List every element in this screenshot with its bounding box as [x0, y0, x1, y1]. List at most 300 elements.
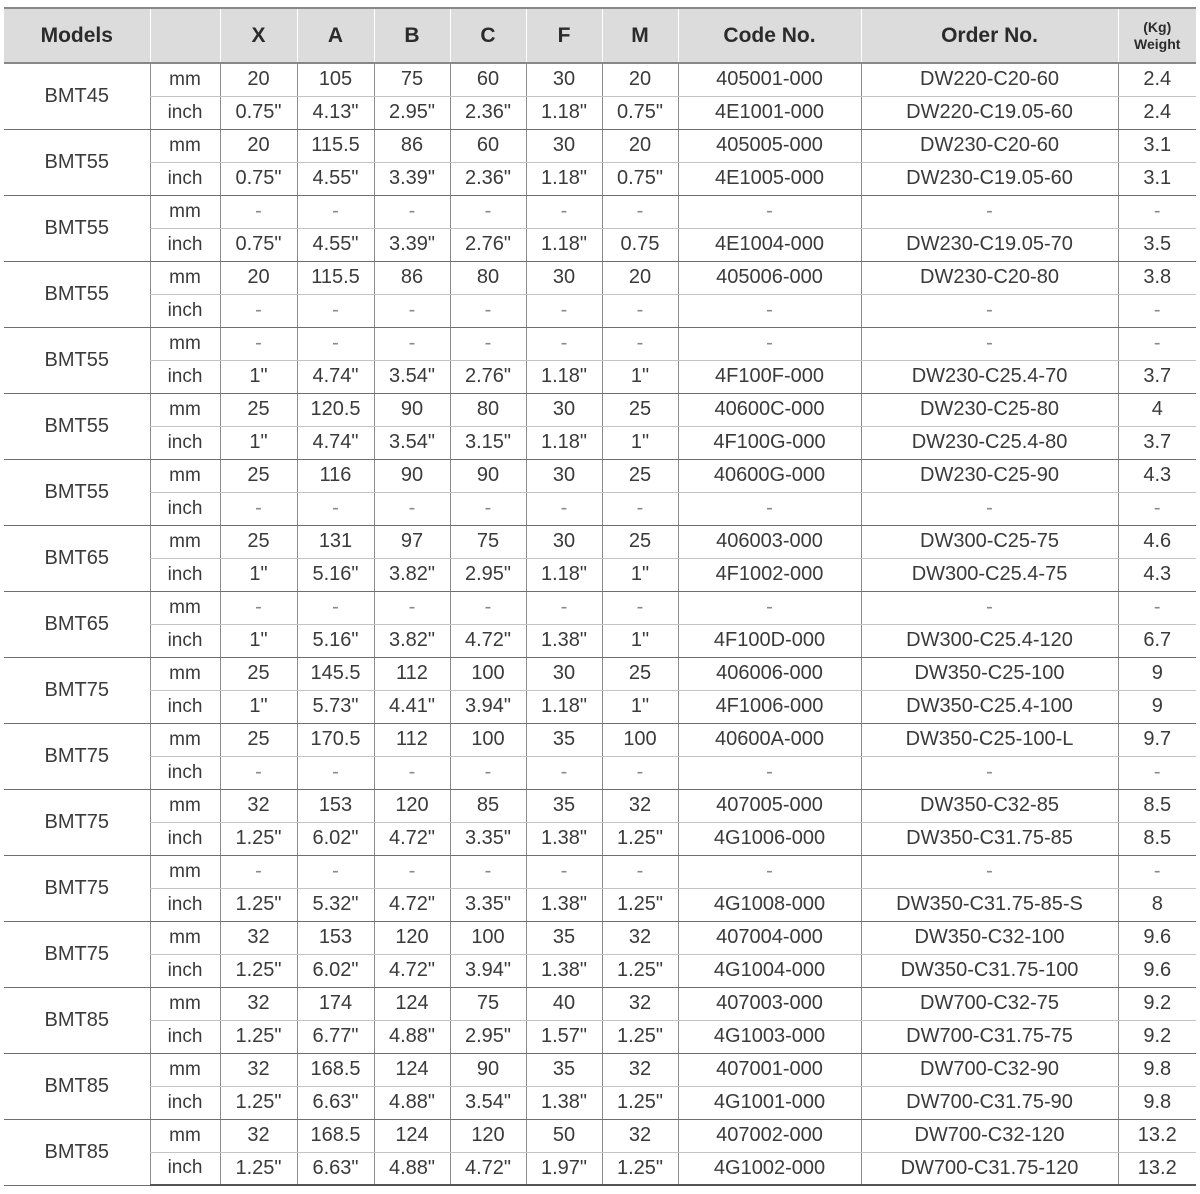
unit-cell: inch — [150, 96, 220, 129]
unit-cell: inch — [150, 624, 220, 657]
cell-f: 1.38" — [526, 888, 602, 921]
cell-weight: 9.6 — [1118, 954, 1196, 987]
cell-x: 1" — [220, 558, 297, 591]
cell-f: 1.18" — [526, 162, 602, 195]
model-name: BMT55 — [4, 195, 150, 261]
unit-cell: inch — [150, 888, 220, 921]
cell-c: - — [450, 756, 526, 789]
cell-x: - — [220, 492, 297, 525]
model-name: BMT45 — [4, 63, 150, 129]
cell-b: 97 — [374, 525, 450, 558]
cell-a: 6.02" — [297, 954, 374, 987]
model-name: BMT85 — [4, 987, 150, 1053]
cell-a: 115.5 — [297, 261, 374, 294]
unit-cell: inch — [150, 1086, 220, 1119]
cell-code-no: 4F1002-000 — [678, 558, 861, 591]
cell-code-no: - — [678, 756, 861, 789]
cell-x: - — [220, 855, 297, 888]
cell-c: 3.15" — [450, 426, 526, 459]
cell-c: 100 — [450, 723, 526, 756]
cell-a: - — [297, 591, 374, 624]
table-row — [4, 261, 1196, 294]
cell-b: 90 — [374, 459, 450, 492]
cell-x: 1.25" — [220, 1020, 297, 1053]
cell-c: 60 — [450, 129, 526, 162]
cell-order-no: DW300-C25.4-75 — [861, 558, 1118, 591]
table-row — [4, 657, 1196, 690]
cell-b: - — [374, 492, 450, 525]
cell-order-no: DW230-C20-60 — [861, 129, 1118, 162]
cell-weight: 13.2 — [1118, 1119, 1196, 1152]
cell-f: 1.18" — [526, 690, 602, 723]
cell-m: 1.25" — [602, 954, 678, 987]
cell-c: 2.95" — [450, 558, 526, 591]
cell-code-no: 4F100F-000 — [678, 360, 861, 393]
cell-order-no: DW230-C19.05-60 — [861, 162, 1118, 195]
cell-c: - — [450, 591, 526, 624]
cell-x: - — [220, 756, 297, 789]
unit-cell: mm — [150, 195, 220, 228]
cell-x: 32 — [220, 1119, 297, 1152]
table-row — [4, 1086, 1196, 1119]
cell-a: 5.32" — [297, 888, 374, 921]
cell-a: 5.73" — [297, 690, 374, 723]
cell-a: - — [297, 294, 374, 327]
cell-code-no: 407002-000 — [678, 1119, 861, 1152]
cell-a: - — [297, 195, 374, 228]
cell-a: 4.74" — [297, 360, 374, 393]
cell-weight: 6.7 — [1118, 624, 1196, 657]
cell-x: 1" — [220, 690, 297, 723]
cell-m: 1" — [602, 558, 678, 591]
unit-cell: mm — [150, 921, 220, 954]
table-row — [4, 789, 1196, 822]
cell-f: 30 — [526, 261, 602, 294]
model-name: BMT75 — [4, 855, 150, 921]
cell-m: - — [602, 492, 678, 525]
cell-f: 1.38" — [526, 822, 602, 855]
unit-cell: mm — [150, 393, 220, 426]
cell-code-no: 4F1006-000 — [678, 690, 861, 723]
table-row — [4, 1020, 1196, 1053]
unit-cell: mm — [150, 987, 220, 1020]
cell-b: 4.88" — [374, 1152, 450, 1185]
cell-a: - — [297, 756, 374, 789]
cell-b: 124 — [374, 1053, 450, 1086]
cell-weight: 8.5 — [1118, 789, 1196, 822]
cell-f: - — [526, 591, 602, 624]
cell-b: 4.88" — [374, 1086, 450, 1119]
cell-x: - — [220, 327, 297, 360]
cell-c: 90 — [450, 459, 526, 492]
cell-code-no: - — [678, 327, 861, 360]
cell-c: 60 — [450, 63, 526, 96]
cell-b: 112 — [374, 657, 450, 690]
table-row — [4, 294, 1196, 327]
cell-c: 2.36" — [450, 162, 526, 195]
cell-weight: 4.6 — [1118, 525, 1196, 558]
cell-code-no: 407001-000 — [678, 1053, 861, 1086]
cell-x: 25 — [220, 393, 297, 426]
cell-order-no: - — [861, 195, 1118, 228]
unit-cell: inch — [150, 756, 220, 789]
unit-cell: mm — [150, 129, 220, 162]
cell-f: 1.18" — [526, 96, 602, 129]
cell-f: 1.18" — [526, 228, 602, 261]
cell-f: - — [526, 855, 602, 888]
cell-code-no: 4G1008-000 — [678, 888, 861, 921]
unit-cell: mm — [150, 327, 220, 360]
cell-order-no: DW700-C32-120 — [861, 1119, 1118, 1152]
cell-c: 3.94" — [450, 690, 526, 723]
cell-code-no: 4G1006-000 — [678, 822, 861, 855]
cell-weight: - — [1118, 327, 1196, 360]
cell-weight: 4 — [1118, 393, 1196, 426]
cell-x: 25 — [220, 723, 297, 756]
table-row — [4, 525, 1196, 558]
header-x: X — [220, 8, 297, 63]
cell-weight: - — [1118, 855, 1196, 888]
cell-code-no: 405001-000 — [678, 63, 861, 96]
cell-weight: 8.5 — [1118, 822, 1196, 855]
cell-a: 4.13" — [297, 96, 374, 129]
cell-f: 30 — [526, 63, 602, 96]
table-row — [4, 327, 1196, 360]
unit-cell: inch — [150, 294, 220, 327]
cell-m: 0.75" — [602, 162, 678, 195]
cell-m: 1.25" — [602, 822, 678, 855]
cell-c: 80 — [450, 261, 526, 294]
cell-a: 153 — [297, 921, 374, 954]
cell-f: 30 — [526, 657, 602, 690]
cell-x: 32 — [220, 987, 297, 1020]
cell-c: 75 — [450, 987, 526, 1020]
cell-weight: 3.5 — [1118, 228, 1196, 261]
cell-weight: 9.8 — [1118, 1053, 1196, 1086]
cell-m: 1" — [602, 624, 678, 657]
cell-a: 4.55" — [297, 228, 374, 261]
cell-f: 35 — [526, 921, 602, 954]
model-name: BMT55 — [4, 261, 150, 327]
model-name: BMT75 — [4, 789, 150, 855]
cell-m: 20 — [602, 129, 678, 162]
header-weight-unit: (Kg) — [1143, 18, 1172, 35]
cell-order-no: DW230-C25.4-70 — [861, 360, 1118, 393]
cell-c: 120 — [450, 1119, 526, 1152]
header-f: F — [526, 8, 602, 63]
table-row — [4, 558, 1196, 591]
cell-b: 86 — [374, 129, 450, 162]
cell-f: 1.57" — [526, 1020, 602, 1053]
cell-c: - — [450, 327, 526, 360]
cell-b: - — [374, 195, 450, 228]
cell-x: 1.25" — [220, 822, 297, 855]
cell-f: 30 — [526, 129, 602, 162]
cell-order-no: DW700-C31.75-75 — [861, 1020, 1118, 1053]
cell-x: - — [220, 195, 297, 228]
cell-order-no: DW350-C25.4-100 — [861, 690, 1118, 723]
cell-b: 120 — [374, 921, 450, 954]
cell-f: - — [526, 195, 602, 228]
table-row — [4, 96, 1196, 129]
table-row — [4, 855, 1196, 888]
unit-cell: inch — [150, 822, 220, 855]
cell-c: - — [450, 855, 526, 888]
cell-x: 25 — [220, 525, 297, 558]
model-name: BMT65 — [4, 591, 150, 657]
cell-code-no: - — [678, 591, 861, 624]
cell-order-no: - — [861, 756, 1118, 789]
cell-b: 2.95" — [374, 96, 450, 129]
cell-m: 20 — [602, 261, 678, 294]
unit-cell: mm — [150, 1053, 220, 1086]
cell-code-no: 4G1004-000 — [678, 954, 861, 987]
cell-code-no: 4E1001-000 — [678, 96, 861, 129]
unit-cell: inch — [150, 492, 220, 525]
cell-x: 0.75" — [220, 96, 297, 129]
cell-m: - — [602, 327, 678, 360]
cell-order-no: DW350-C31.75-85-S — [861, 888, 1118, 921]
cell-weight: 9 — [1118, 690, 1196, 723]
table-row — [4, 393, 1196, 426]
cell-weight: 4.3 — [1118, 459, 1196, 492]
header-code-no: Code No. — [678, 8, 861, 63]
unit-cell: inch — [150, 1020, 220, 1053]
cell-m: 1.25" — [602, 1086, 678, 1119]
cell-weight: - — [1118, 195, 1196, 228]
header-row — [4, 8, 1196, 63]
cell-b: 3.54" — [374, 360, 450, 393]
unit-cell: inch — [150, 162, 220, 195]
cell-weight: 3.7 — [1118, 360, 1196, 393]
cell-f: 30 — [526, 459, 602, 492]
cell-m: - — [602, 195, 678, 228]
cell-b: 4.41" — [374, 690, 450, 723]
cell-weight: 8 — [1118, 888, 1196, 921]
header-order-no: Order No. — [861, 8, 1118, 63]
cell-a: 153 — [297, 789, 374, 822]
cell-m: 1" — [602, 360, 678, 393]
cell-m: - — [602, 756, 678, 789]
cell-b: 4.72" — [374, 822, 450, 855]
cell-order-no: DW230-C19.05-70 — [861, 228, 1118, 261]
header-b: B — [374, 8, 450, 63]
cell-code-no: 4G1003-000 — [678, 1020, 861, 1053]
cell-weight: 9.2 — [1118, 1020, 1196, 1053]
cell-m: 1" — [602, 426, 678, 459]
cell-order-no: - — [861, 591, 1118, 624]
cell-f: 1.18" — [526, 360, 602, 393]
cell-code-no: 406006-000 — [678, 657, 861, 690]
cell-code-no: - — [678, 492, 861, 525]
cell-code-no: 406003-000 — [678, 525, 861, 558]
cell-order-no: DW230-C25-80 — [861, 393, 1118, 426]
cell-c: 100 — [450, 921, 526, 954]
unit-cell: inch — [150, 426, 220, 459]
cell-x: 20 — [220, 261, 297, 294]
table-row — [4, 129, 1196, 162]
cell-a: 4.74" — [297, 426, 374, 459]
cell-code-no: - — [678, 195, 861, 228]
cell-a: - — [297, 855, 374, 888]
header-c: C — [450, 8, 526, 63]
header-models: Models — [4, 8, 150, 63]
cell-code-no: - — [678, 855, 861, 888]
unit-cell: mm — [150, 1119, 220, 1152]
table-row — [4, 492, 1196, 525]
cell-f: 1.18" — [526, 426, 602, 459]
cell-weight: 3.8 — [1118, 261, 1196, 294]
cell-order-no: DW700-C31.75-90 — [861, 1086, 1118, 1119]
cell-code-no: 407005-000 — [678, 789, 861, 822]
cell-m: - — [602, 855, 678, 888]
cell-weight: - — [1118, 294, 1196, 327]
header-a: A — [297, 8, 374, 63]
cell-x: 32 — [220, 921, 297, 954]
unit-cell: inch — [150, 360, 220, 393]
table-row — [4, 195, 1196, 228]
cell-weight: 9.2 — [1118, 987, 1196, 1020]
cell-m: 0.75 — [602, 228, 678, 261]
header-unit — [150, 8, 220, 63]
table-row — [4, 1053, 1196, 1086]
cell-f: 30 — [526, 525, 602, 558]
table-row — [4, 360, 1196, 393]
cell-a: 120.5 — [297, 393, 374, 426]
cell-f: - — [526, 327, 602, 360]
unit-cell: mm — [150, 63, 220, 96]
cell-order-no: DW350-C32-100 — [861, 921, 1118, 954]
cell-b: 3.82" — [374, 558, 450, 591]
unit-cell: mm — [150, 855, 220, 888]
cell-f: 1.97" — [526, 1152, 602, 1185]
unit-cell: inch — [150, 954, 220, 987]
unit-cell: inch — [150, 690, 220, 723]
cell-b: 120 — [374, 789, 450, 822]
table-row — [4, 1119, 1196, 1152]
cell-m: 25 — [602, 459, 678, 492]
cell-order-no: DW350-C32-85 — [861, 789, 1118, 822]
cell-weight: 3.7 — [1118, 426, 1196, 459]
cell-f: 1.38" — [526, 1086, 602, 1119]
cell-order-no: DW700-C31.75-120 — [861, 1152, 1118, 1185]
cell-m: 1.25" — [602, 1152, 678, 1185]
cell-b: 75 — [374, 63, 450, 96]
cell-c: 75 — [450, 525, 526, 558]
unit-cell: mm — [150, 657, 220, 690]
cell-x: 0.75" — [220, 228, 297, 261]
cell-b: - — [374, 855, 450, 888]
cell-x: 32 — [220, 1053, 297, 1086]
cell-c: 2.76" — [450, 360, 526, 393]
table-row — [4, 624, 1196, 657]
table-row — [4, 459, 1196, 492]
cell-order-no: DW220-C19.05-60 — [861, 96, 1118, 129]
cell-x: 25 — [220, 657, 297, 690]
cell-a: 6.02" — [297, 822, 374, 855]
cell-weight: 2.4 — [1118, 96, 1196, 129]
cell-m: 25 — [602, 393, 678, 426]
cell-f: 40 — [526, 987, 602, 1020]
header-weight — [1118, 8, 1196, 63]
cell-a: 168.5 — [297, 1053, 374, 1086]
cell-a: 5.16" — [297, 624, 374, 657]
cell-a: 131 — [297, 525, 374, 558]
cell-b: 3.82" — [374, 624, 450, 657]
cell-m: - — [602, 591, 678, 624]
cell-c: 3.35" — [450, 888, 526, 921]
header-weight-label: Weight — [1134, 35, 1181, 52]
model-name: BMT75 — [4, 723, 150, 789]
cell-f: 1.38" — [526, 954, 602, 987]
cell-m: 32 — [602, 1119, 678, 1152]
cell-c: 2.36" — [450, 96, 526, 129]
cell-x: 1.25" — [220, 954, 297, 987]
cell-weight: 9.6 — [1118, 921, 1196, 954]
cell-c: 100 — [450, 657, 526, 690]
cell-b: - — [374, 327, 450, 360]
unit-cell: mm — [150, 723, 220, 756]
table-body — [4, 63, 1196, 1185]
table-row — [4, 63, 1196, 96]
cell-weight: 3.1 — [1118, 162, 1196, 195]
cell-c: 90 — [450, 1053, 526, 1086]
cell-m: 20 — [602, 63, 678, 96]
cell-m: 1.25" — [602, 888, 678, 921]
cell-c: 85 — [450, 789, 526, 822]
cell-c: 4.72" — [450, 624, 526, 657]
cell-a: 6.63" — [297, 1086, 374, 1119]
cell-c: - — [450, 195, 526, 228]
cell-c: 2.76" — [450, 228, 526, 261]
model-name: BMT75 — [4, 657, 150, 723]
cell-c: - — [450, 492, 526, 525]
table-row — [4, 1152, 1196, 1185]
cell-code-no: 4E1005-000 — [678, 162, 861, 195]
cell-code-no: 405005-000 — [678, 129, 861, 162]
cell-weight: - — [1118, 756, 1196, 789]
cell-order-no: DW230-C20-80 — [861, 261, 1118, 294]
model-name: BMT55 — [4, 327, 150, 393]
cell-m: 25 — [602, 525, 678, 558]
cell-order-no: - — [861, 327, 1118, 360]
cell-c: 3.54" — [450, 1086, 526, 1119]
cell-weight: 3.1 — [1118, 129, 1196, 162]
cell-a: 115.5 — [297, 129, 374, 162]
cell-b: 124 — [374, 987, 450, 1020]
cell-order-no: DW350-C25-100 — [861, 657, 1118, 690]
unit-cell: inch — [150, 1152, 220, 1185]
model-name: BMT65 — [4, 525, 150, 591]
cell-b: 4.88" — [374, 1020, 450, 1053]
header-m: M — [602, 8, 678, 63]
cell-m: 1" — [602, 690, 678, 723]
cell-b: 86 — [374, 261, 450, 294]
cell-m: 32 — [602, 789, 678, 822]
cell-order-no: DW300-C25-75 — [861, 525, 1118, 558]
cell-c: 2.95" — [450, 1020, 526, 1053]
cell-m: 32 — [602, 987, 678, 1020]
cell-order-no: DW220-C20-60 — [861, 63, 1118, 96]
cell-a: 6.63" — [297, 1152, 374, 1185]
unit-cell: inch — [150, 228, 220, 261]
cell-x: 1.25" — [220, 888, 297, 921]
cell-c: - — [450, 294, 526, 327]
cell-code-no: 407003-000 — [678, 987, 861, 1020]
cell-m: 0.75" — [602, 96, 678, 129]
cell-f: 1.38" — [526, 624, 602, 657]
cell-a: 105 — [297, 63, 374, 96]
